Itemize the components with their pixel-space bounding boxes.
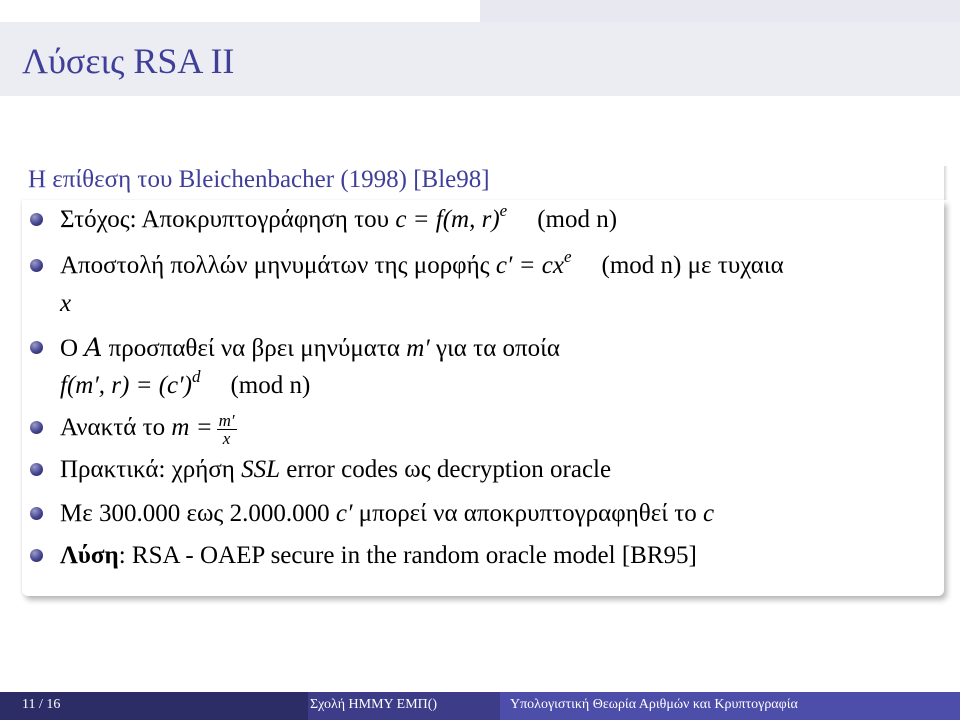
bullet-icon bbox=[30, 341, 43, 354]
item-text: προσπαθεί να βρει μηνύματα bbox=[108, 335, 400, 362]
bullet-icon bbox=[30, 259, 43, 272]
item-prefix: Ο bbox=[60, 335, 79, 362]
list-item bbox=[60, 410, 237, 447]
list-item bbox=[60, 496, 714, 532]
list-item bbox=[60, 452, 611, 488]
item-math-exponent: e bbox=[563, 247, 572, 266]
item-math: c bbox=[703, 500, 715, 527]
item-math-calligraphic: A bbox=[84, 333, 103, 362]
item-math-mod: (mod n) bbox=[230, 372, 311, 399]
footer-institute-section bbox=[308, 692, 500, 720]
item-text: Με 300.000 εως 2.000.000 bbox=[60, 500, 330, 527]
item-text-tail: : RSA - OAEP secure in the random oracle model [BR95] bbox=[118, 542, 697, 569]
item-math: SSL bbox=[241, 456, 281, 483]
item-continuation bbox=[60, 368, 310, 404]
item-fraction bbox=[217, 412, 237, 447]
bullet-icon bbox=[30, 463, 43, 476]
bullet-icon bbox=[30, 213, 43, 226]
frame-title: Λύσεις RSA II bbox=[22, 41, 235, 81]
list-item bbox=[60, 202, 617, 238]
item-math: m = bbox=[171, 414, 213, 441]
item-math-mod: (mod n) bbox=[537, 206, 618, 233]
item-text: Αποστολή πολλών μηνυμάτων της μορφής bbox=[60, 252, 490, 279]
navigation-bar bbox=[0, 0, 960, 22]
item-continuation: x bbox=[60, 290, 72, 317]
footer-page-section bbox=[0, 692, 308, 720]
footer bbox=[0, 692, 960, 720]
list-item bbox=[60, 247, 784, 317]
bullet-icon bbox=[30, 549, 43, 562]
page-number: 11 / 16 bbox=[22, 697, 61, 712]
navigation-section-left bbox=[0, 0, 480, 22]
footer-course: Υπολογιστική Θεωρία Αριθμών και Κρυπτογραφία bbox=[510, 697, 798, 712]
fraction-numerator: m′ bbox=[218, 410, 235, 430]
item-text: Ανακτά το bbox=[60, 414, 166, 441]
list-item bbox=[60, 538, 697, 574]
item-bold-label: Λύση bbox=[60, 542, 119, 569]
item-math: c′ = cx bbox=[495, 252, 564, 279]
item-text-tail: για τα οποία bbox=[436, 335, 560, 362]
item-math-exponent: d bbox=[191, 367, 201, 386]
item-math-mod: (mod n) bbox=[601, 252, 682, 279]
footer-institute: Σχολή ΗΜΜΥ ΕΜΠ() bbox=[310, 697, 438, 712]
navigation-section-right bbox=[480, 0, 960, 22]
list-item bbox=[60, 330, 560, 399]
item-math: c = f(m, r) bbox=[395, 206, 500, 233]
item-text-tail: μπορεί να αποκρυπτογραφηθεί το bbox=[358, 500, 697, 527]
bullet-icon bbox=[30, 507, 43, 520]
footer-course-section bbox=[500, 692, 960, 720]
item-text: Στόχος: Αποκρυπτογράφηση του bbox=[60, 206, 390, 233]
item-text: Πρακτικά: χρήση bbox=[60, 456, 235, 483]
item-text-tail: με τυχαια bbox=[687, 252, 784, 279]
item-math: c′ bbox=[335, 500, 353, 527]
item-math-exponent: e bbox=[499, 201, 508, 220]
item-math: m′ bbox=[406, 335, 430, 362]
item-math: f(m′, r) = (c′) bbox=[60, 372, 192, 399]
bullet-icon bbox=[30, 421, 43, 434]
fraction-denominator: x bbox=[222, 428, 231, 448]
block-title: Η επίθεση του Bleichenbacher (1998) [Ble98] bbox=[28, 166, 490, 193]
item-text-tail: error codes ως decryption oracle bbox=[286, 456, 612, 483]
